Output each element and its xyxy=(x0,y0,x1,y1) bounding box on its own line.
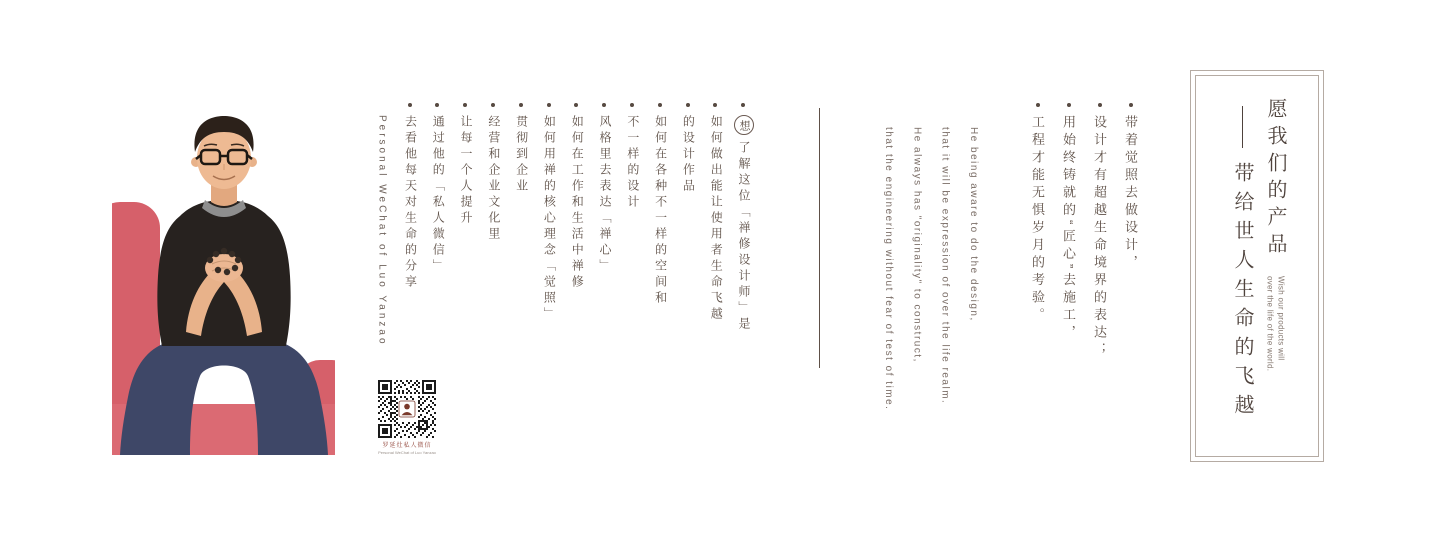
slogan-banner-box xyxy=(1190,70,1324,462)
portrait-photo xyxy=(112,108,335,455)
highlighted-char: 想 xyxy=(734,115,754,135)
banner-subtitle: 带给世人生命的飞越 xyxy=(1231,162,1253,423)
quote-zh-line-1: 带着觉照去做设计， xyxy=(1115,115,1146,415)
intro-column-11: 让每一个人提升 xyxy=(451,115,479,507)
quote-en-line-1: He being aware to do the design, xyxy=(968,127,979,322)
quote-zh-line-3: 用始终铸就的“匠心”去施工， xyxy=(1053,115,1084,415)
quote-chinese-block xyxy=(1022,115,1146,415)
banner-english-caption xyxy=(1265,276,1287,371)
vertical-divider xyxy=(819,108,820,368)
banner-title: 愿我们的产品 xyxy=(1264,98,1286,260)
intro-column-7: 如何在工作和生活中禅修 xyxy=(562,115,590,507)
slogan-banner-inner-border xyxy=(1195,75,1319,457)
qr-caption-en: Personal WeChat of Luo Yanzao xyxy=(378,450,436,455)
banner-english-line-1: Wish our products will xyxy=(1276,276,1286,361)
quote-en-line-2: that it will be expression of over the life realm. xyxy=(939,127,951,405)
intro-footer-english: Personal WeChat of Luo Yanzao xyxy=(376,115,388,347)
intro-column-13: 去看他每天对生命的分享 xyxy=(396,115,424,507)
intro-column-8: 如何用禅的核心理念「觉照」 xyxy=(535,115,563,507)
quote-english-block xyxy=(874,127,987,472)
intro-column-10: 经营和企业文化里 xyxy=(479,115,507,507)
qr-caption-zh: 罗延灶私人微信 xyxy=(382,443,432,449)
intro-column-5: 不一样的设计 xyxy=(618,115,646,507)
intro-column-3: 的设计作品 xyxy=(674,115,702,507)
intro-column-12: 通过他的「私人微信」 xyxy=(423,115,451,507)
intro-column-1 xyxy=(729,115,757,507)
banner-subtitle-column xyxy=(1228,106,1257,423)
intro-column-6: 风格里去表达「禅心」 xyxy=(590,115,618,507)
quote-zh-line-4: 工程才能无惧岁月的考验。 xyxy=(1022,115,1053,415)
intro-column-1-text: 了解这位「禅修设计师」是 xyxy=(737,141,751,333)
quote-en-line-3: He always has "originality" to construct, xyxy=(911,127,923,363)
quote-en-line-4: that the engineering without fear of test of time. xyxy=(883,127,895,411)
quote-zh-line-2: 设计才有超越生命境界的表达； xyxy=(1084,115,1115,415)
em-dash-line xyxy=(1242,106,1243,148)
banner-english-line-2: over the life of the world. xyxy=(1265,276,1275,372)
intro-text-block xyxy=(368,115,757,507)
intro-column-2: 如何做出能让使用者生命飞越 xyxy=(701,115,729,507)
intro-column-4: 如何在各种不一样的空间和 xyxy=(646,115,674,507)
intro-column-9: 贯彻到企业 xyxy=(507,115,535,507)
banner-title-column xyxy=(1261,98,1290,371)
portrait-illustration xyxy=(112,108,335,455)
